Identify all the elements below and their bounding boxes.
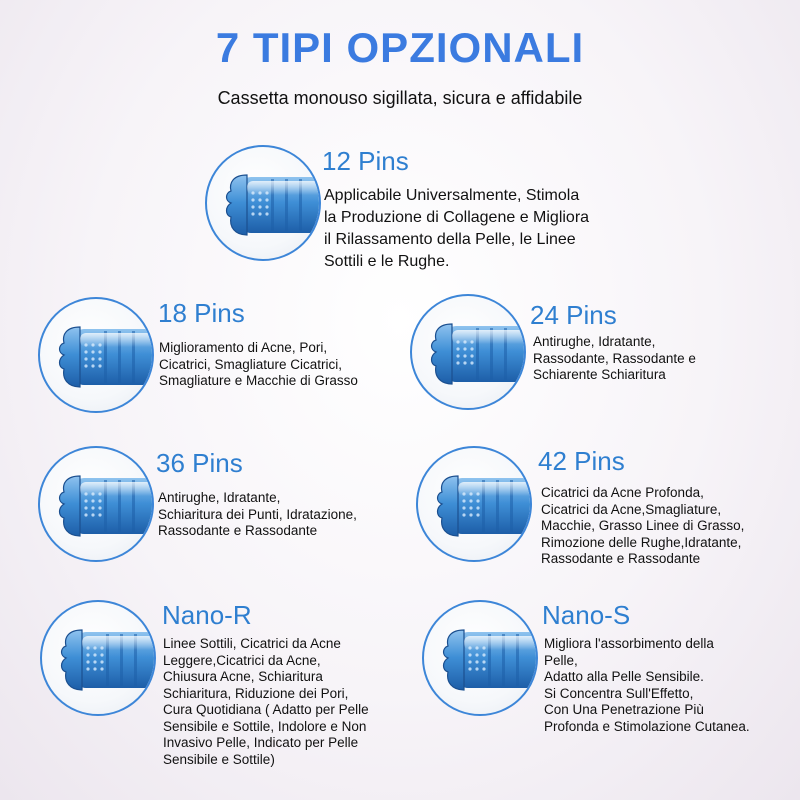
cartridge-illustration (42, 602, 156, 716)
cartridge-12-pins-icon (205, 145, 321, 261)
item-title-18-pins: 18 Pins (158, 298, 245, 328)
cartridge-nano-s-icon (422, 600, 538, 716)
item-description-42-pins: Cicatrici da Acne Profonda, Cicatrici da Acne,Smagliature, Macchie, Grasso Linee di Grasso, Rimozione delle Rughe,Idratante, Rassodante e Rassodante (541, 485, 745, 566)
cartridge-18-pins-icon (38, 297, 154, 413)
item-description-nano-r: Linee Sottili, Cicatrici da Acne Leggere,Cicatrici da Acne, Chiusura Acne, Schiaritura Schiaritura, Riduzione dei Pori, Cura Quotidiana ( Adatto per Pelle Sensibile e Sottile, Indolore e Non Invasivo Pelle, Indicato per Pelle Sensibile e Sottile) (163, 636, 369, 767)
item-title-24-pins: 24 Pins (530, 300, 617, 330)
cartridge-illustration (40, 448, 154, 562)
cartridge-42-pins-icon (416, 446, 532, 562)
item-description-nano-s: Migliora l'assorbimento della Pelle, Adatto alla Pelle Sensibile. Si Concentra Sull'Effetto, Con Una Penetrazione Più Profonda e Stimolazione Cutanea. (544, 636, 750, 734)
item-title-nano-r: Nano-R (162, 600, 252, 630)
page-subtitle: Cassetta monouso sigillata, sicura e affidabile (217, 88, 583, 108)
cartridge-illustration (412, 296, 526, 410)
cartridge-illustration (424, 602, 538, 716)
item-title-12-pins: 12 Pins (322, 146, 409, 176)
item-title-42-pins: 42 Pins (538, 446, 625, 476)
item-description-24-pins: Antirughe, Idratante, Rassodante, Rassodante e Schiarente Schiaritura (533, 334, 696, 382)
cartridge-illustration (418, 448, 532, 562)
item-title-36-pins: 36 Pins (156, 448, 243, 478)
item-description-18-pins: Miglioramento di Acne, Pori, Cicatrici, Smagliature Cicatrici, Smagliature e Macchie di Grasso (159, 340, 358, 388)
cartridge-illustration (40, 299, 154, 413)
item-description-12-pins: Applicabile Universalmente, Stimola la Produzione di Collagene e Migliora il Rilassamento della Pelle, le Linee Sottili e le Rughe. (324, 187, 590, 270)
item-description-36-pins: Antirughe, Idratante, Schiaritura dei Punti, Idratazione, Rassodante e Rassodante (158, 490, 357, 538)
cartridge-36-pins-icon (38, 446, 154, 562)
cartridge-nano-r-icon (40, 600, 156, 716)
page-title: 7 TIPI OPZIONALI (215, 24, 585, 71)
cartridge-24-pins-icon (410, 294, 526, 410)
cartridge-illustration (207, 147, 321, 261)
item-title-nano-s: Nano-S (542, 600, 631, 630)
